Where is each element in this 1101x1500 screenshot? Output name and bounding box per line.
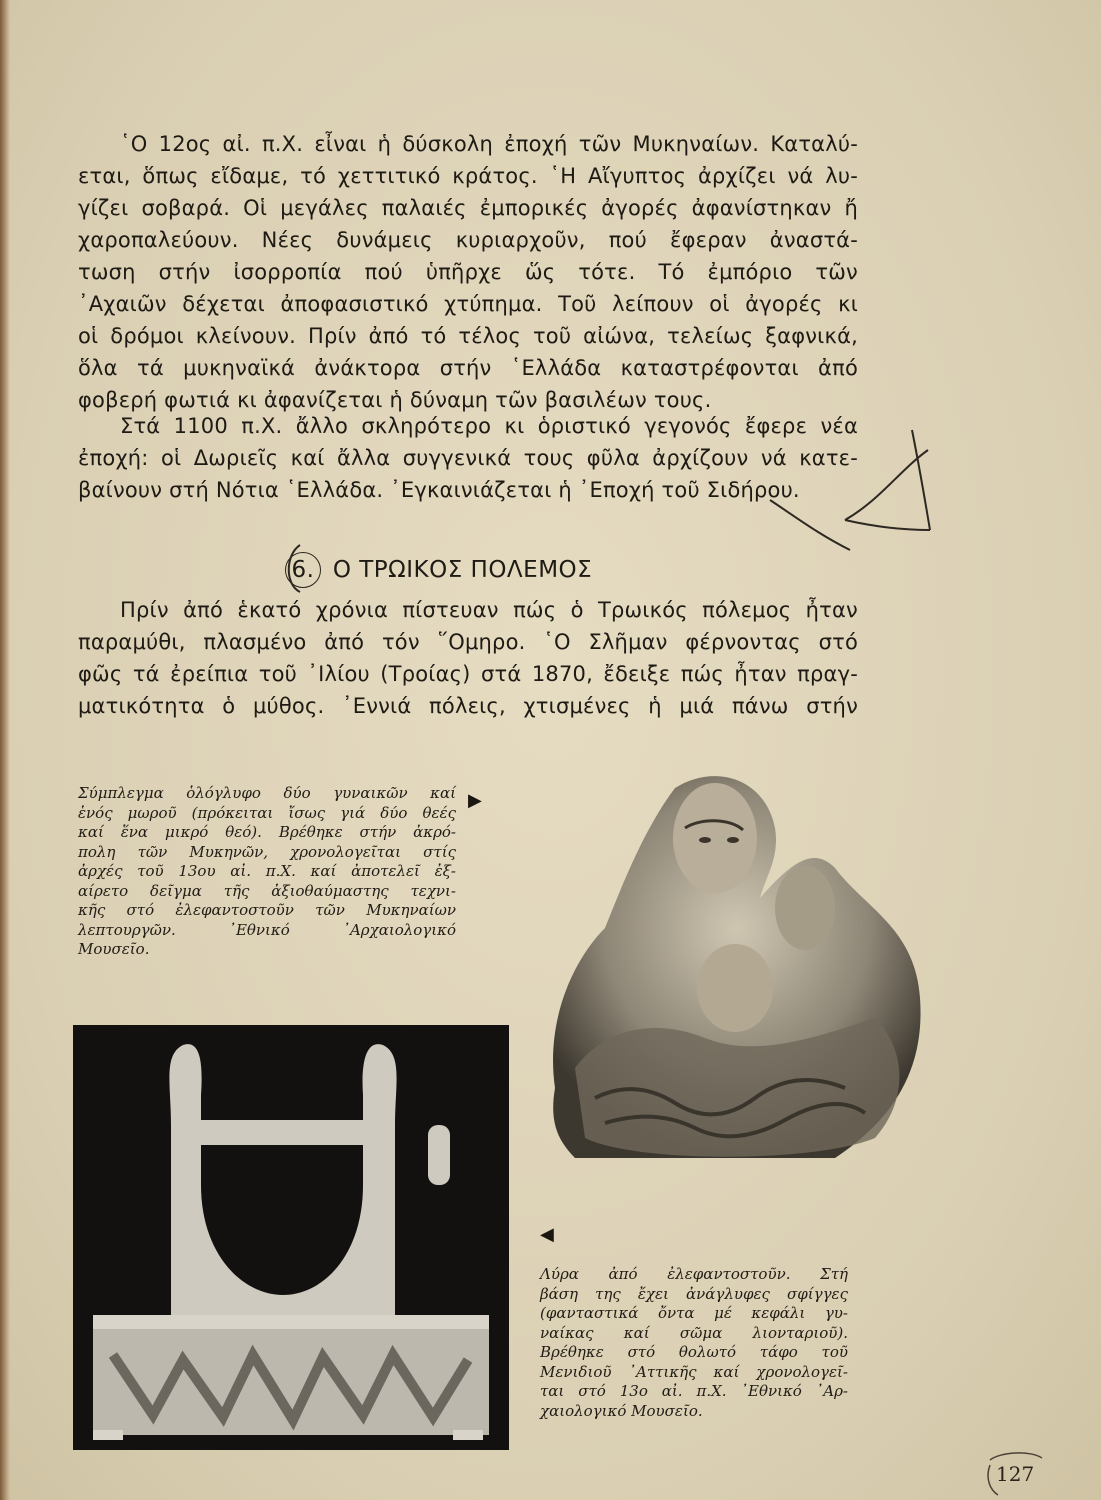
text-line: Πρίν ἀπό ἑκατό χρόνια πίστευαν πώς ὁ Τρωικός πόλεμος ἦταν [120,598,858,622]
section-number: 6. [285,552,321,588]
text-line: γίζει σοβαρά. Οἱ μεγάλες παλαιές ἐμπορικές ἀγορές ἀφανίστηκαν ἤ [78,196,858,220]
ivory-statue-photo [515,768,935,1168]
caption-line: πολη τῶν Μυκηνῶν, χρονολογεῖται στίς [78,842,456,861]
text-line: ὅλα τά μυκηναϊκά ἀνάκτορα στήν ῾Ελλάδα καταστρέφονται ἀπό [78,356,858,380]
text-line: χαροπαλεύουν. Νέες δυνάμεις κυριαρχοῦν, πού ἔφεραν ἀναστά- [78,228,858,252]
caption-line: ται στό 13ο αἰ. π.Χ. ᾿Εθνικό ᾿Αρ- [540,1382,848,1400]
paragraph-dorian-invasion [78,410,858,506]
caption-line: κῆς στό ἐλεφαντοστοῦν τῶν Μυκηναίων [78,901,456,919]
caption-line: λεπτουργῶν. ᾿Εθνικό ᾿Αρχαιολογικό [78,920,456,939]
caption-line: καί ἕνα μικρό θεό). Βρέθηκε στήν ἀκρό- [78,823,456,841]
ivory-lyre-photo [73,1025,509,1450]
caption-ivory-lyre [540,1265,848,1421]
caption-line: Μενιδιοῦ ᾿Αττικῆς καί χρονολογεῖ- [540,1362,848,1381]
caption-line: βάση της ἔχει ἀνάγλυφες σφίγγες [540,1284,848,1303]
caption-line: ἑνός μωροῦ (πρόκειται ἴσως γιά δύο θεές [78,803,456,822]
paragraph-trojan-war [78,594,858,722]
text-line: εται, ὅπως εἴδαμε, τό χεττιτικό κράτος. ῾Η Αἴγυπτος ἀρχίζει νά λυ- [78,164,858,188]
text-line: Στά 1100 π.Χ. ἄλλο σκληρότερο κι ὁριστικό γεγονός ἔφερε νέα [120,414,858,438]
book-spine [0,0,10,1500]
caption-line: Λύρα ἀπό ἐλεφαντοστοῦν. Στή [540,1265,848,1283]
caption-line: ναίκας καί σῶμα λιονταριοῦ). [540,1323,848,1342]
page-number: 127 [996,1462,1035,1486]
text-line: ῾Ο 12ος αἰ. π.Χ. εἶναι ἡ δύσκολη ἐποχή τῶν Μυκηναίων. Καταλύ- [120,132,858,156]
pointer-right-icon: ▶ [468,790,482,811]
caption-line: αίρετο δεῖγμα τῆς ἀξιοθαύμαστης τεχνι- [78,881,456,900]
text-line: παραμύθι, πλασμένο ἀπό τόν ῞Ομηρο. ῾Ο Σλῆμαν φέρνοντας στό [78,630,858,654]
text-line: ἐποχή: οἱ Δωριεῖς καί ἄλλα συγγενικά τους φῦλα ἀρχίζουν νά κατε- [78,446,858,470]
caption-ivory-group [78,784,456,960]
paragraph-mycenaean-decline [78,128,858,416]
text-line: φοβερή φωτιά κι ἀφανίζεται ἡ δύναμη τῶν βασιλέων τους. [78,388,712,412]
text-line: ᾿Αχαιῶν δέχεται ἀποφασιστικό χτύπημα. Τοῦ λείπουν οἱ ἀγορές κι [78,292,858,316]
caption-line: (φανταστικά ὄντα μέ κεφάλι γυ- [540,1304,848,1322]
caption-line: Σύμπλεγμα ὁλόγλυφο δύο γυναικῶν καί [78,784,456,802]
caption-line: Βρέθηκε στό θολωτό τάφο τοῦ [540,1343,848,1361]
caption-line: χαιολογικό Μουσεῖο. [540,1401,703,1420]
caption-line: Μουσεῖο. [78,940,150,958]
text-line: βαίνουν στή Νότια ῾Ελλάδα. ᾿Εγκαινιάζεται ἡ ᾿Εποχή τοῦ Σιδήρου. [78,478,800,502]
text-line: οἱ δρόμοι κλείνουν. Πρίν ἀπό τό τέλος τοῦ αἰώνα, τελείως ξαφνικά, [78,324,858,348]
pointer-left-icon: ◀ [540,1224,554,1245]
text-line: τωση στήν ἰσορροπία πού ὑπῆρχε ὥς τότε. Τό ἐμπόριο τῶν [78,260,858,284]
section-title: Ο ΤΡΩΙΚΟΣ ΠΟΛΕΜΟΣ [332,557,593,583]
text-line: ματικότητα ὁ μύθος. ᾿Εννιά πόλεις, χτισμένες ἡ μιά πάνω στήν [78,694,858,718]
section-heading [285,552,592,588]
caption-line: ἀρχές τοῦ 13ου αἰ. π.Χ. καί ἀποτελεῖ ἐξ- [78,862,456,880]
text-line: φῶς τά ἐρείπια τοῦ ᾿Ιλίου (Τροίας) στά 1870, ἔδειξε πώς ἦταν πραγ- [78,662,858,686]
